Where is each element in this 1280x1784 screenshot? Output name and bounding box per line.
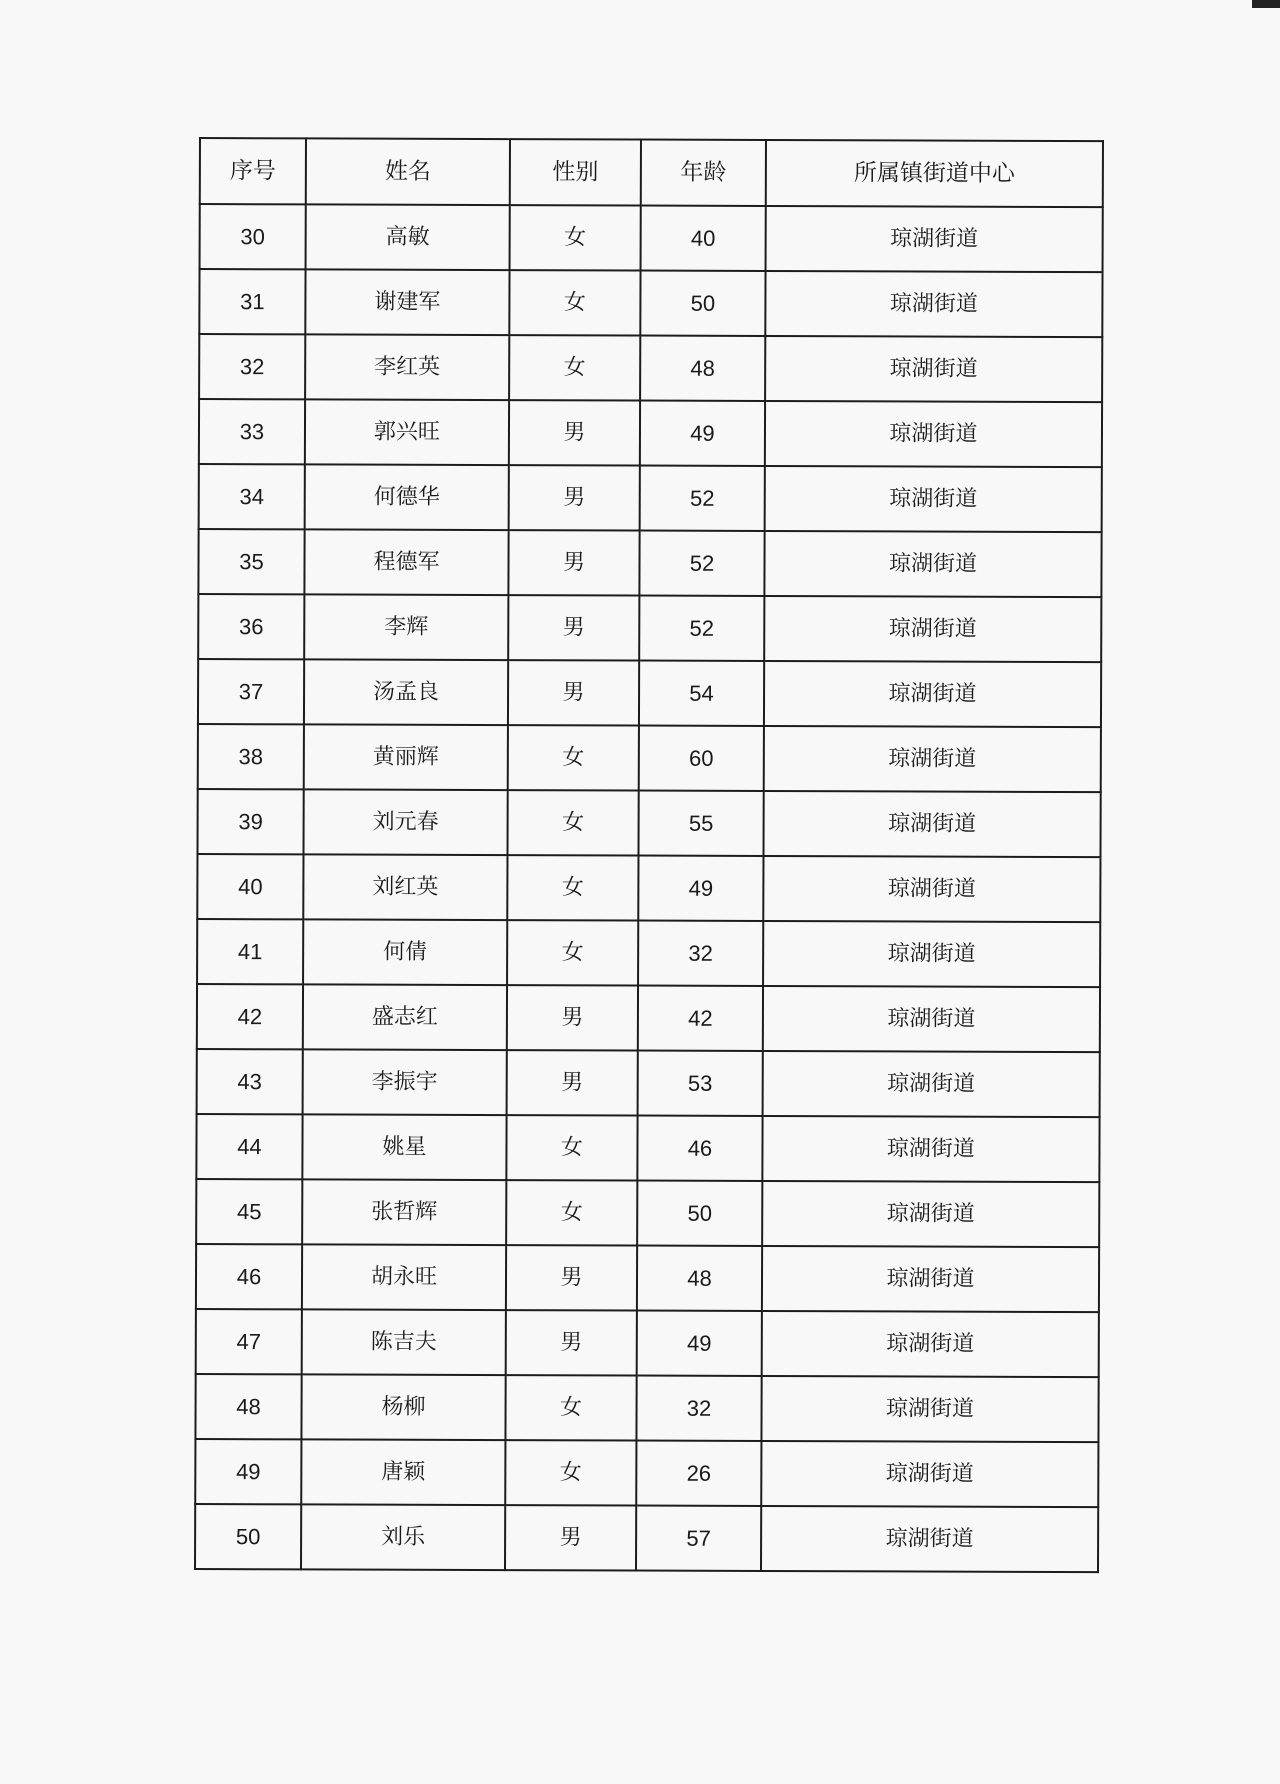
cell-name: 刘红英 bbox=[303, 854, 507, 920]
cell-name: 刘元春 bbox=[303, 789, 507, 855]
cell-street: 琼湖街道 bbox=[766, 206, 1103, 272]
cell-seq: 42 bbox=[197, 984, 303, 1049]
cell-gender: 男 bbox=[508, 660, 639, 725]
cell-gender: 女 bbox=[507, 855, 638, 920]
header-seq: 序号 bbox=[200, 138, 306, 204]
cell-seq: 35 bbox=[198, 529, 304, 594]
cell-street: 琼湖街道 bbox=[763, 921, 1100, 987]
cell-street: 琼湖街道 bbox=[765, 336, 1102, 402]
cell-age: 49 bbox=[640, 401, 765, 466]
table-row bbox=[200, 204, 1103, 272]
table-row bbox=[196, 1179, 1099, 1247]
cell-name: 程德军 bbox=[304, 529, 508, 595]
cell-street: 琼湖街道 bbox=[765, 271, 1102, 337]
cell-age: 46 bbox=[637, 1116, 762, 1181]
cell-name: 高敏 bbox=[306, 204, 510, 270]
cell-name: 姚星 bbox=[302, 1114, 506, 1180]
cell-seq: 40 bbox=[197, 854, 303, 919]
cell-gender: 女 bbox=[509, 270, 640, 335]
cell-seq: 47 bbox=[196, 1309, 302, 1374]
cell-gender: 女 bbox=[506, 1115, 637, 1180]
cell-street: 琼湖街道 bbox=[762, 1181, 1099, 1247]
table-row bbox=[197, 1049, 1100, 1117]
cell-gender: 女 bbox=[506, 1180, 637, 1245]
cell-street: 琼湖街道 bbox=[765, 401, 1102, 467]
header-street: 所属镇街道中心 bbox=[766, 140, 1103, 207]
cell-gender: 女 bbox=[507, 920, 638, 985]
table-row bbox=[199, 464, 1102, 532]
cell-name: 何德华 bbox=[305, 464, 509, 530]
table-row bbox=[195, 1439, 1098, 1507]
cell-age: 40 bbox=[641, 206, 766, 271]
cell-age: 50 bbox=[640, 271, 765, 336]
cell-gender: 女 bbox=[510, 205, 641, 270]
cell-name: 杨柳 bbox=[301, 1374, 505, 1440]
cell-street: 琼湖街道 bbox=[763, 986, 1100, 1052]
cell-street: 琼湖街道 bbox=[762, 1311, 1099, 1377]
cell-name: 陈吉夫 bbox=[302, 1309, 506, 1375]
cell-gender: 男 bbox=[508, 595, 639, 660]
header-name: 姓名 bbox=[306, 138, 510, 205]
cell-age: 26 bbox=[636, 1441, 761, 1506]
cell-street: 琼湖街道 bbox=[762, 1246, 1099, 1312]
cell-name: 张哲辉 bbox=[302, 1179, 506, 1245]
cell-name: 汤孟良 bbox=[304, 659, 508, 725]
cell-gender: 男 bbox=[506, 1245, 637, 1310]
table-row bbox=[196, 1114, 1099, 1182]
cell-seq: 43 bbox=[197, 1049, 303, 1114]
cell-name: 黄丽辉 bbox=[304, 724, 508, 790]
cell-gender: 女 bbox=[508, 725, 639, 790]
table-body bbox=[195, 204, 1103, 1572]
cell-seq: 44 bbox=[196, 1114, 302, 1179]
table-row bbox=[197, 984, 1100, 1052]
table-header-row bbox=[200, 138, 1103, 207]
cell-age: 52 bbox=[639, 531, 764, 596]
cell-age: 54 bbox=[639, 661, 764, 726]
table-row bbox=[199, 334, 1102, 402]
cell-gender: 女 bbox=[509, 335, 640, 400]
cell-name: 李红英 bbox=[305, 334, 509, 400]
cell-seq: 48 bbox=[195, 1374, 301, 1439]
cell-seq: 33 bbox=[199, 399, 305, 464]
cell-name: 谢建军 bbox=[305, 269, 509, 335]
table-row bbox=[197, 854, 1100, 922]
cell-seq: 49 bbox=[195, 1439, 301, 1504]
cell-street: 琼湖街道 bbox=[761, 1441, 1098, 1507]
cell-age: 60 bbox=[639, 726, 764, 791]
cell-gender: 男 bbox=[509, 465, 640, 530]
table-row bbox=[197, 919, 1100, 987]
cell-seq: 38 bbox=[198, 724, 304, 789]
table-row bbox=[198, 594, 1101, 662]
cell-age: 55 bbox=[638, 791, 763, 856]
cell-age: 48 bbox=[637, 1246, 762, 1311]
cell-seq: 39 bbox=[197, 789, 303, 854]
cell-seq: 41 bbox=[197, 919, 303, 984]
cell-street: 琼湖街道 bbox=[762, 1116, 1099, 1182]
cell-age: 53 bbox=[638, 1051, 763, 1116]
cell-age: 32 bbox=[638, 921, 763, 986]
cell-seq: 32 bbox=[199, 334, 305, 399]
scan-corner-mark bbox=[1252, 0, 1280, 8]
cell-seq: 36 bbox=[198, 594, 304, 659]
table-row bbox=[199, 269, 1102, 337]
cell-name: 何倩 bbox=[303, 919, 507, 985]
cell-name: 李振宇 bbox=[303, 1049, 507, 1115]
cell-seq: 50 bbox=[195, 1504, 301, 1569]
cell-seq: 46 bbox=[196, 1244, 302, 1309]
cell-gender: 男 bbox=[508, 530, 639, 595]
table-row bbox=[198, 529, 1101, 597]
table-row bbox=[196, 1244, 1099, 1312]
cell-gender: 男 bbox=[507, 985, 638, 1050]
cell-gender: 男 bbox=[507, 1050, 638, 1115]
cell-street: 琼湖街道 bbox=[763, 1051, 1100, 1117]
cell-gender: 男 bbox=[505, 1505, 636, 1570]
cell-street: 琼湖街道 bbox=[764, 596, 1101, 662]
cell-age: 49 bbox=[638, 856, 763, 921]
cell-age: 48 bbox=[640, 336, 765, 401]
cell-seq: 45 bbox=[196, 1179, 302, 1244]
cell-street: 琼湖街道 bbox=[763, 856, 1100, 922]
table-row bbox=[196, 1309, 1099, 1377]
table-row bbox=[197, 789, 1100, 857]
cell-name: 李辉 bbox=[304, 594, 508, 660]
cell-street: 琼湖街道 bbox=[765, 466, 1102, 532]
cell-age: 32 bbox=[636, 1376, 761, 1441]
cell-gender: 女 bbox=[505, 1375, 636, 1440]
cell-name: 胡永旺 bbox=[302, 1244, 506, 1310]
cell-seq: 34 bbox=[199, 464, 305, 529]
cell-age: 49 bbox=[637, 1311, 762, 1376]
cell-gender: 男 bbox=[506, 1310, 637, 1375]
cell-street: 琼湖街道 bbox=[763, 791, 1100, 857]
cell-street: 琼湖街道 bbox=[761, 1506, 1098, 1572]
cell-street: 琼湖街道 bbox=[764, 531, 1101, 597]
cell-age: 50 bbox=[637, 1181, 762, 1246]
header-gender: 性别 bbox=[510, 139, 641, 205]
cell-age: 52 bbox=[640, 466, 765, 531]
cell-gender: 女 bbox=[507, 790, 638, 855]
cell-name: 刘乐 bbox=[301, 1504, 505, 1570]
table-row bbox=[199, 399, 1102, 467]
table-row bbox=[195, 1504, 1098, 1572]
cell-gender: 女 bbox=[505, 1440, 636, 1505]
cell-street: 琼湖街道 bbox=[761, 1376, 1098, 1442]
cell-name: 唐颖 bbox=[301, 1439, 505, 1505]
cell-seq: 31 bbox=[199, 269, 305, 334]
cell-age: 42 bbox=[638, 986, 763, 1051]
cell-name: 盛志红 bbox=[303, 984, 507, 1050]
cell-seq: 30 bbox=[200, 204, 306, 269]
cell-street: 琼湖街道 bbox=[764, 726, 1101, 792]
table-row bbox=[198, 724, 1101, 792]
cell-street: 琼湖街道 bbox=[764, 661, 1101, 727]
cell-name: 郭兴旺 bbox=[305, 399, 509, 465]
cell-age: 57 bbox=[636, 1506, 761, 1571]
roster-table bbox=[194, 137, 1104, 1573]
cell-seq: 37 bbox=[198, 659, 304, 724]
header-age: 年龄 bbox=[641, 140, 766, 206]
table-row bbox=[195, 1374, 1098, 1442]
table-row bbox=[198, 659, 1101, 727]
cell-age: 52 bbox=[639, 596, 764, 661]
cell-gender: 男 bbox=[509, 400, 640, 465]
